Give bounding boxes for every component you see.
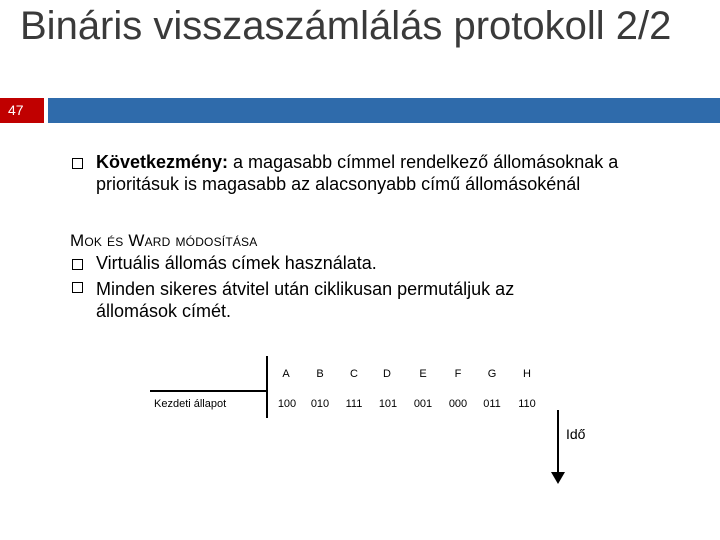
bullet-consequence-text: a magasabb címmel rendelkező állomásoknak a prioritásuk is magasabb az alacsonyabb című állomásokénál bbox=[96, 152, 619, 194]
bullet-box-icon bbox=[72, 259, 83, 270]
table-cell: 011 bbox=[483, 398, 501, 410]
time-arrow-line bbox=[557, 410, 559, 476]
table-header-cell: G bbox=[487, 368, 497, 380]
table-header-cell: H bbox=[523, 368, 531, 380]
bullet-box-icon bbox=[72, 282, 83, 293]
table-cell: 010 bbox=[310, 398, 330, 410]
table-cell: 111 bbox=[345, 398, 363, 410]
row-label: Kezdeti állapot bbox=[154, 398, 227, 410]
table-cell: 110 bbox=[518, 398, 536, 410]
bullet-consequence-label: Következmény: bbox=[96, 152, 229, 172]
column-separator bbox=[266, 356, 268, 418]
time-label: Idő bbox=[566, 426, 586, 442]
table-header-cell: C bbox=[350, 368, 358, 380]
table-cell: 000 bbox=[448, 398, 468, 410]
bullet-consequence bbox=[96, 151, 656, 195]
slide-title: Bináris visszaszámlálás protokoll 2/2 bbox=[20, 4, 672, 48]
table-cell: 001 bbox=[413, 398, 433, 410]
table-cell: 101 bbox=[378, 398, 398, 410]
bullet-box-icon bbox=[72, 158, 83, 169]
table-cell: 100 bbox=[277, 398, 297, 410]
section-heading: Mok és Ward módosítása bbox=[70, 231, 258, 250]
bullet-permute: Minden sikeres átvitel után ciklikusan permutáljuk az állomások címét. bbox=[96, 279, 515, 321]
table-header-cell: E bbox=[419, 368, 427, 380]
row-label-separator bbox=[150, 390, 268, 392]
time-arrow-head-icon bbox=[551, 472, 565, 484]
bullet-virtual-addresses: Virtuális állomás címek használata. bbox=[96, 253, 377, 273]
slide-number: 47 bbox=[0, 98, 44, 123]
table-header-cell: A bbox=[282, 368, 290, 380]
title-underline-bar bbox=[48, 98, 720, 123]
table-header-cell: D bbox=[383, 368, 391, 380]
table-header-cell: F bbox=[454, 368, 462, 380]
table-header-cell: B bbox=[316, 368, 324, 380]
